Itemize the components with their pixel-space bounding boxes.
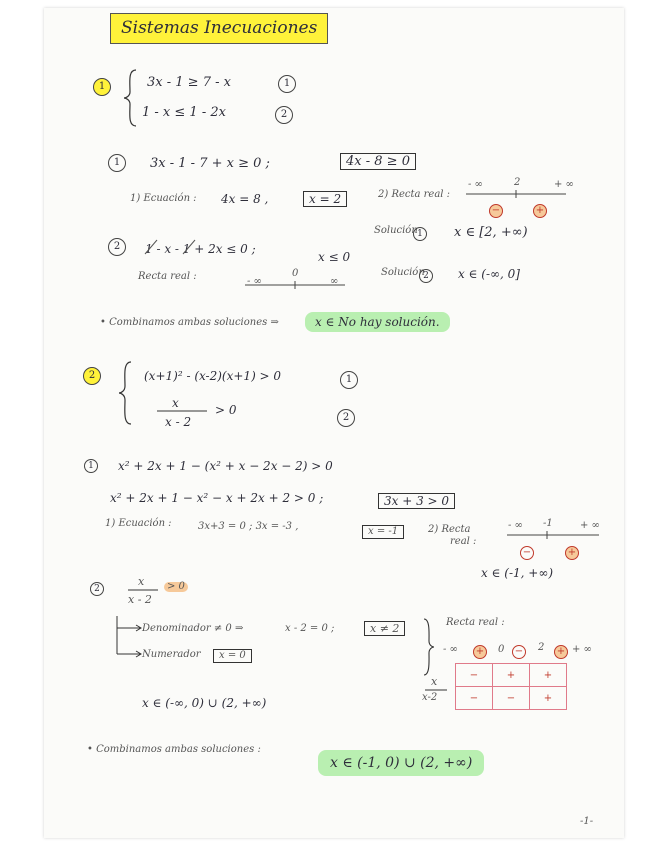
table-row-fraction-bar bbox=[425, 689, 447, 691]
brace-2 bbox=[117, 360, 137, 426]
p2-axis-right: + ∞ bbox=[580, 520, 600, 531]
p2-real-line bbox=[507, 531, 599, 541]
sol2-value: x ∈ (-∞, 0] bbox=[458, 267, 520, 281]
p1-step1-box: x = 2 bbox=[303, 191, 347, 207]
sol1-value: x ∈ [2, +∞) bbox=[454, 225, 528, 240]
recta-real-label: Recta real : bbox=[446, 617, 505, 628]
table-h-pinf: + ∞ bbox=[572, 644, 592, 655]
table-h-plus1: + bbox=[473, 641, 487, 659]
p2-step1-box: x = -1 bbox=[362, 525, 404, 539]
sign-cell: − bbox=[456, 664, 493, 687]
problem-1-number: 1 bbox=[93, 76, 111, 96]
p2-neg-sign: − bbox=[520, 542, 534, 560]
table-row-den-label: x-2 bbox=[422, 692, 438, 703]
p1-sub2-line: 1 - x - 1 + 2x ≤ 0 ; bbox=[145, 242, 256, 256]
sol2-label: Solución bbox=[381, 267, 425, 278]
sign-cell: − bbox=[493, 687, 530, 710]
p1-sub2-axis-right: ∞ bbox=[330, 276, 339, 287]
numerator-box: x = 0 bbox=[213, 649, 252, 663]
p1-axis-mid: 2 bbox=[514, 177, 521, 188]
p1-combine-text: • Combinamos ambas soluciones ⇒ bbox=[100, 317, 279, 328]
p2-mark1: 1 bbox=[340, 369, 358, 389]
p1-mark1: 1 bbox=[278, 73, 296, 93]
sign-cell: + bbox=[530, 687, 567, 710]
sign-cell: − bbox=[456, 687, 493, 710]
denominator-box: x ≠ 2 bbox=[364, 621, 405, 636]
p1-step2-label: 2) Recta real : bbox=[378, 189, 451, 200]
p2-sub2-solution: x ∈ (-∞, 0) ∪ (2, +∞) bbox=[142, 696, 267, 710]
page-title: Sistemas Inecuaciones bbox=[110, 13, 328, 44]
p2-sub2-frac-den: x - 2 bbox=[128, 593, 152, 606]
p1-eq1: 3x - 1 ≥ 7 - x bbox=[147, 75, 231, 90]
p2-sub2-rel: > 0 bbox=[164, 582, 188, 592]
p2-step2-label: 2) Recta bbox=[428, 524, 471, 535]
numerator-label: Numerador bbox=[142, 649, 201, 660]
p1-neg-sign: − bbox=[489, 200, 503, 218]
p1-sub1-line: 3x - 1 - 7 + x ≥ 0 ; bbox=[150, 156, 270, 171]
p2-step2-label2: real : bbox=[450, 536, 477, 547]
p1-sub2-recta-label: Recta real : bbox=[138, 271, 197, 282]
p1-step1-label: 1) Ecuación : bbox=[130, 193, 197, 204]
p1-step1-eq: 4x = 8 , bbox=[221, 192, 269, 206]
table-h-minus: − bbox=[512, 641, 526, 659]
table-h-zero: 0 bbox=[498, 644, 505, 655]
p1-axis-right: + ∞ bbox=[554, 179, 574, 190]
problem-2-number: 2 bbox=[83, 365, 101, 385]
p1-sub2-real-line bbox=[245, 281, 345, 291]
sol2-num: 2 bbox=[419, 265, 433, 283]
denominator-eq: x - 2 = 0 ; bbox=[285, 623, 335, 634]
p2-sub2-frac-num: x bbox=[138, 575, 145, 588]
p2-pos-sign: + bbox=[565, 542, 579, 560]
p2-eq2-fraction-bar bbox=[157, 410, 207, 412]
p2-sub1-line2: x² + 2x + 1 − x² − x + 2x + 2 > 0 ; bbox=[110, 491, 324, 505]
p2-sub2-number: 2 bbox=[90, 578, 104, 596]
p2-eq2-num: x bbox=[172, 396, 179, 410]
p2-step1-eq: 3x+3 = 0 ; 3x = -3 , bbox=[198, 521, 299, 532]
p1-sub1-number: 1 bbox=[108, 152, 126, 172]
p2-step1-label: 1) Ecuación : bbox=[105, 518, 172, 529]
p1-cancel-marks bbox=[145, 240, 205, 256]
p2-eq1: (x+1)² - (x-2)(x+1) > 0 bbox=[144, 369, 282, 383]
sol1-label: Solución bbox=[374, 225, 418, 236]
sign-cell: + bbox=[530, 664, 567, 687]
p1-sub2-result: x ≤ 0 bbox=[318, 250, 351, 264]
p1-sub2-number: 2 bbox=[108, 236, 126, 256]
table-h-plus2: + bbox=[554, 641, 568, 659]
p2-axis-left: - ∞ bbox=[508, 520, 523, 531]
sign-table bbox=[455, 663, 567, 710]
p1-eq2: 1 - x ≤ 1 - 2x bbox=[142, 105, 226, 120]
sign-cell: + bbox=[493, 664, 530, 687]
page-number: -1- bbox=[580, 816, 594, 827]
table-h-two: 2 bbox=[538, 642, 545, 653]
brace-1 bbox=[122, 68, 142, 128]
p2-sub1-solution: x ∈ (-1, +∞) bbox=[481, 566, 554, 580]
p1-mark2: 2 bbox=[275, 104, 293, 124]
p2-sub2-fraction-bar bbox=[128, 589, 158, 591]
p1-pos-sign: + bbox=[533, 200, 547, 218]
p1-sub2-axis-left: - ∞ bbox=[247, 276, 262, 287]
p1-sub1-boxed: 4x - 8 ≥ 0 bbox=[340, 153, 416, 170]
table-row-num-label: x bbox=[431, 675, 438, 688]
p1-sub2-axis-mid: 0 bbox=[292, 268, 299, 279]
p2-combine-result: x ∈ (-1, 0) ∪ (2, +∞) bbox=[318, 750, 484, 776]
p2-eq2-rel: > 0 bbox=[215, 403, 237, 417]
sol1-num: 1 bbox=[413, 223, 427, 241]
sign-table-row bbox=[456, 664, 567, 687]
p1-real-line bbox=[466, 190, 566, 200]
p2-combine-text: • Combinamos ambas soluciones : bbox=[87, 744, 261, 755]
p1-combine-result: x ∈ No hay solución. bbox=[305, 312, 450, 332]
p2-mark2: 2 bbox=[337, 407, 355, 427]
p2-brace-right bbox=[422, 617, 436, 677]
p2-sub1-boxed: 3x + 3 > 0 bbox=[378, 493, 455, 509]
p1-axis-left: - ∞ bbox=[468, 179, 483, 190]
p2-eq2-den: x - 2 bbox=[165, 415, 192, 429]
sign-table-row bbox=[456, 687, 567, 710]
denominator-label: Denominador ≠ 0 ⇒ bbox=[142, 623, 244, 634]
p2-sub1-number: 1 bbox=[84, 455, 98, 473]
p2-axis-mid: -1 bbox=[543, 518, 553, 529]
p2-sub1-line1: x² + 2x + 1 − (x² + x − 2x − 2) > 0 bbox=[118, 459, 333, 473]
table-h-minf: - ∞ bbox=[443, 644, 458, 655]
